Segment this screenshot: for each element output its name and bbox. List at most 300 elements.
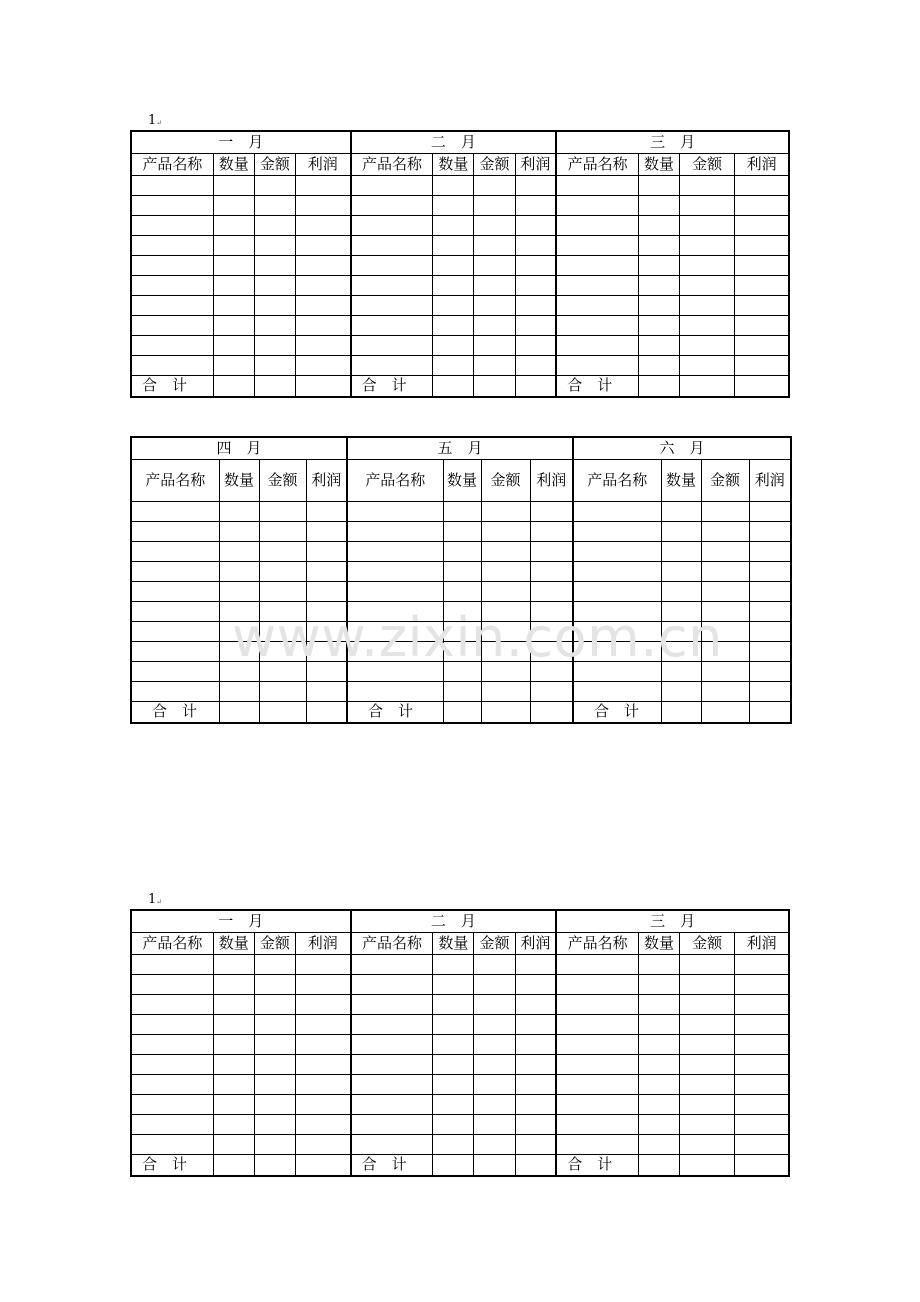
data-cell[interactable] [573,621,661,641]
data-cell[interactable] [443,621,481,641]
data-cell[interactable] [443,561,481,581]
data-cell[interactable] [347,541,443,561]
data-cell[interactable] [680,255,735,275]
data-cell[interactable] [556,1074,638,1094]
data-cell[interactable] [735,215,789,235]
data-cell[interactable] [254,315,295,335]
data-cell[interactable] [735,355,789,375]
data-cell[interactable] [351,1134,433,1154]
data-cell[interactable] [481,661,530,681]
data-cell[interactable] [433,355,474,375]
data-cell[interactable] [131,215,213,235]
data-cell[interactable] [433,1034,474,1054]
data-cell[interactable] [351,1034,433,1054]
data-cell[interactable] [474,375,515,397]
data-cell[interactable] [254,1134,295,1154]
data-cell[interactable] [347,561,443,581]
data-cell[interactable] [474,195,515,215]
data-cell[interactable] [474,1054,515,1074]
data-cell[interactable] [295,295,350,315]
data-cell[interactable] [347,581,443,601]
data-cell[interactable] [680,974,735,994]
data-cell[interactable] [556,1114,638,1134]
data-cell[interactable] [254,335,295,355]
data-cell[interactable] [638,1134,679,1154]
data-cell[interactable] [213,315,254,335]
data-cell[interactable] [131,581,219,601]
data-cell[interactable] [680,215,735,235]
data-cell[interactable] [254,954,295,974]
data-cell[interactable] [433,1154,474,1176]
data-cell[interactable] [443,601,481,621]
data-cell[interactable] [749,621,791,641]
data-cell[interactable] [661,601,701,621]
data-cell[interactable] [351,215,433,235]
data-cell[interactable] [515,175,556,195]
data-cell[interactable] [573,641,661,661]
data-cell[interactable] [213,1154,254,1176]
data-cell[interactable] [351,954,433,974]
data-cell[interactable] [735,994,789,1014]
data-cell[interactable] [735,1114,789,1134]
data-cell[interactable] [638,295,679,315]
data-cell[interactable] [443,541,481,561]
data-cell[interactable] [573,501,661,521]
data-cell[interactable] [638,954,679,974]
data-cell[interactable] [638,1014,679,1034]
data-cell[interactable] [213,1054,254,1074]
data-cell[interactable] [701,601,749,621]
data-cell[interactable] [515,1054,556,1074]
data-cell[interactable] [638,275,679,295]
data-cell[interactable] [219,661,259,681]
data-cell[interactable] [701,541,749,561]
data-cell[interactable] [680,1154,735,1176]
data-cell[interactable] [295,275,350,295]
data-cell[interactable] [131,661,219,681]
data-cell[interactable] [474,335,515,355]
data-cell[interactable] [254,1014,295,1034]
data-cell[interactable] [556,235,638,255]
data-cell[interactable] [295,1114,350,1134]
data-cell[interactable] [680,1074,735,1094]
data-cell[interactable] [556,315,638,335]
data-cell[interactable] [347,661,443,681]
data-cell[interactable] [131,994,213,1014]
data-cell[interactable] [351,1014,433,1034]
data-cell[interactable] [219,581,259,601]
data-cell[interactable] [515,235,556,255]
data-cell[interactable] [749,561,791,581]
data-cell[interactable] [556,275,638,295]
data-cell[interactable] [638,315,679,335]
data-cell[interactable] [131,335,213,355]
data-cell[interactable] [701,661,749,681]
data-cell[interactable] [701,521,749,541]
data-cell[interactable] [735,295,789,315]
data-cell[interactable] [474,994,515,1014]
data-cell[interactable] [661,641,701,661]
data-cell[interactable] [131,601,219,621]
data-cell[interactable] [481,681,530,701]
data-cell[interactable] [573,561,661,581]
data-cell[interactable] [213,215,254,235]
data-cell[interactable] [259,561,306,581]
data-cell[interactable] [680,1134,735,1154]
data-cell[interactable] [515,1074,556,1094]
data-cell[interactable] [638,1074,679,1094]
data-cell[interactable] [530,521,573,541]
data-cell[interactable] [433,215,474,235]
data-cell[interactable] [131,561,219,581]
data-cell[interactable] [515,994,556,1014]
data-cell[interactable] [219,601,259,621]
data-cell[interactable] [347,641,443,661]
data-cell[interactable] [351,355,433,375]
data-cell[interactable] [573,681,661,701]
data-cell[interactable] [661,701,701,723]
data-cell[interactable] [306,641,347,661]
data-cell[interactable] [573,661,661,681]
data-cell[interactable] [347,521,443,541]
data-cell[interactable] [749,501,791,521]
data-cell[interactable] [351,1054,433,1074]
data-cell[interactable] [474,1134,515,1154]
data-cell[interactable] [295,994,350,1014]
data-cell[interactable] [254,375,295,397]
data-cell[interactable] [213,255,254,275]
data-cell[interactable] [347,501,443,521]
data-cell[interactable] [351,235,433,255]
data-cell[interactable] [749,601,791,621]
data-cell[interactable] [259,701,306,723]
data-cell[interactable] [295,215,350,235]
data-cell[interactable] [213,1134,254,1154]
data-cell[interactable] [701,641,749,661]
data-cell[interactable] [638,1154,679,1176]
data-cell[interactable] [213,1034,254,1054]
data-cell[interactable] [573,581,661,601]
data-cell[interactable] [749,661,791,681]
data-cell[interactable] [295,1014,350,1034]
data-cell[interactable] [474,1114,515,1134]
data-cell[interactable] [661,681,701,701]
data-cell[interactable] [638,235,679,255]
data-cell[interactable] [481,701,530,723]
data-cell[interactable] [213,335,254,355]
data-cell[interactable] [295,1094,350,1114]
data-cell[interactable] [638,175,679,195]
data-cell[interactable] [661,661,701,681]
data-cell[interactable] [474,1034,515,1054]
data-cell[interactable] [481,581,530,601]
data-cell[interactable] [131,255,213,275]
data-cell[interactable] [515,1154,556,1176]
data-cell[interactable] [515,1094,556,1114]
data-cell[interactable] [515,1114,556,1134]
data-cell[interactable] [515,974,556,994]
data-cell[interactable] [573,521,661,541]
data-cell[interactable] [556,974,638,994]
data-cell[interactable] [131,641,219,661]
data-cell[interactable] [433,295,474,315]
data-cell[interactable] [530,561,573,581]
data-cell[interactable] [443,661,481,681]
data-cell[interactable] [219,641,259,661]
data-cell[interactable] [735,1014,789,1034]
data-cell[interactable] [735,255,789,275]
data-cell[interactable] [680,195,735,215]
data-cell[interactable] [530,661,573,681]
data-cell[interactable] [680,355,735,375]
data-cell[interactable] [443,641,481,661]
data-cell[interactable] [638,375,679,397]
data-cell[interactable] [515,1134,556,1154]
data-cell[interactable] [515,1034,556,1054]
data-cell[interactable] [347,621,443,641]
data-cell[interactable] [219,621,259,641]
data-cell[interactable] [443,681,481,701]
data-cell[interactable] [556,1134,638,1154]
data-cell[interactable] [735,1034,789,1054]
data-cell[interactable] [213,355,254,375]
data-cell[interactable] [295,195,350,215]
data-cell[interactable] [735,1054,789,1074]
data-cell[interactable] [735,195,789,215]
data-cell[interactable] [254,974,295,994]
data-cell[interactable] [638,215,679,235]
data-cell[interactable] [131,275,213,295]
data-cell[interactable] [735,1134,789,1154]
data-cell[interactable] [131,295,213,315]
data-cell[interactable] [735,1154,789,1176]
data-cell[interactable] [735,974,789,994]
data-cell[interactable] [259,601,306,621]
data-cell[interactable] [530,581,573,601]
data-cell[interactable] [680,1114,735,1134]
data-cell[interactable] [254,1074,295,1094]
data-cell[interactable] [638,195,679,215]
data-cell[interactable] [295,1074,350,1094]
data-cell[interactable] [306,561,347,581]
data-cell[interactable] [474,215,515,235]
data-cell[interactable] [515,315,556,335]
data-cell[interactable] [474,1014,515,1034]
data-cell[interactable] [481,561,530,581]
data-cell[interactable] [295,315,350,335]
data-cell[interactable] [131,195,213,215]
data-cell[interactable] [680,375,735,397]
data-cell[interactable] [443,521,481,541]
data-cell[interactable] [433,1114,474,1134]
data-cell[interactable] [735,235,789,255]
data-cell[interactable] [680,1014,735,1034]
data-cell[interactable] [661,621,701,641]
data-cell[interactable] [213,994,254,1014]
data-cell[interactable] [131,1074,213,1094]
data-cell[interactable] [680,335,735,355]
data-cell[interactable] [680,1054,735,1074]
data-cell[interactable] [701,701,749,723]
data-cell[interactable] [213,1074,254,1094]
data-cell[interactable] [515,954,556,974]
data-cell[interactable] [254,1154,295,1176]
data-cell[interactable] [131,175,213,195]
data-cell[interactable] [295,954,350,974]
data-cell[interactable] [254,1114,295,1134]
data-cell[interactable] [351,974,433,994]
data-cell[interactable] [131,501,219,521]
data-cell[interactable] [254,235,295,255]
data-cell[interactable] [515,195,556,215]
data-cell[interactable] [306,681,347,701]
data-cell[interactable] [433,994,474,1014]
data-cell[interactable] [131,1054,213,1074]
data-cell[interactable] [259,581,306,601]
data-cell[interactable] [433,1014,474,1034]
data-cell[interactable] [351,315,433,335]
data-cell[interactable] [351,335,433,355]
data-cell[interactable] [680,295,735,315]
data-cell[interactable] [556,1054,638,1074]
data-cell[interactable] [573,601,661,621]
data-cell[interactable] [474,295,515,315]
data-cell[interactable] [481,641,530,661]
data-cell[interactable] [213,1114,254,1134]
data-cell[interactable] [474,235,515,255]
data-cell[interactable] [661,541,701,561]
data-cell[interactable] [351,275,433,295]
data-cell[interactable] [295,355,350,375]
data-cell[interactable] [295,1134,350,1154]
data-cell[interactable] [680,954,735,974]
data-cell[interactable] [515,275,556,295]
data-cell[interactable] [556,295,638,315]
data-cell[interactable] [481,541,530,561]
data-cell[interactable] [749,521,791,541]
data-cell[interactable] [351,1074,433,1094]
data-cell[interactable] [433,255,474,275]
data-cell[interactable] [515,215,556,235]
data-cell[interactable] [735,175,789,195]
data-cell[interactable] [515,335,556,355]
data-cell[interactable] [735,315,789,335]
data-cell[interactable] [295,1154,350,1176]
data-cell[interactable] [661,501,701,521]
data-cell[interactable] [735,954,789,974]
data-cell[interactable] [735,275,789,295]
data-cell[interactable] [556,1014,638,1034]
data-cell[interactable] [443,501,481,521]
data-cell[interactable] [530,541,573,561]
data-cell[interactable] [131,235,213,255]
data-cell[interactable] [474,355,515,375]
data-cell[interactable] [259,621,306,641]
data-cell[interactable] [749,581,791,601]
data-cell[interactable] [131,355,213,375]
data-cell[interactable] [131,541,219,561]
data-cell[interactable] [481,521,530,541]
data-cell[interactable] [556,994,638,1014]
data-cell[interactable] [213,275,254,295]
data-cell[interactable] [131,521,219,541]
data-cell[interactable] [556,255,638,275]
data-cell[interactable] [749,541,791,561]
data-cell[interactable] [638,335,679,355]
data-cell[interactable] [474,315,515,335]
data-cell[interactable] [515,255,556,275]
data-cell[interactable] [474,1154,515,1176]
data-cell[interactable] [131,954,213,974]
data-cell[interactable] [530,681,573,701]
data-cell[interactable] [443,701,481,723]
data-cell[interactable] [638,1094,679,1114]
data-cell[interactable] [474,255,515,275]
data-cell[interactable] [213,1094,254,1114]
data-cell[interactable] [481,501,530,521]
data-cell[interactable] [347,601,443,621]
data-cell[interactable] [254,175,295,195]
data-cell[interactable] [351,175,433,195]
data-cell[interactable] [638,1054,679,1074]
data-cell[interactable] [213,1014,254,1034]
data-cell[interactable] [556,215,638,235]
data-cell[interactable] [213,175,254,195]
data-cell[interactable] [749,681,791,701]
data-cell[interactable] [433,1134,474,1154]
data-cell[interactable] [254,1054,295,1074]
data-cell[interactable] [259,641,306,661]
data-cell[interactable] [433,275,474,295]
data-cell[interactable] [306,581,347,601]
data-cell[interactable] [433,175,474,195]
data-cell[interactable] [259,681,306,701]
data-cell[interactable] [701,681,749,701]
data-cell[interactable] [433,1074,474,1094]
data-cell[interactable] [661,581,701,601]
data-cell[interactable] [295,335,350,355]
data-cell[interactable] [474,1094,515,1114]
data-cell[interactable] [295,375,350,397]
data-cell[interactable] [680,315,735,335]
data-cell[interactable] [351,1114,433,1134]
data-cell[interactable] [680,1034,735,1054]
data-cell[interactable] [556,175,638,195]
data-cell[interactable] [131,974,213,994]
data-cell[interactable] [213,195,254,215]
data-cell[interactable] [701,621,749,641]
data-cell[interactable] [259,501,306,521]
data-cell[interactable] [219,561,259,581]
data-cell[interactable] [735,1074,789,1094]
data-cell[interactable] [443,581,481,601]
data-cell[interactable] [573,541,661,561]
data-cell[interactable] [351,1094,433,1114]
data-cell[interactable] [474,974,515,994]
data-cell[interactable] [735,375,789,397]
data-cell[interactable] [661,561,701,581]
data-cell[interactable] [259,521,306,541]
data-cell[interactable] [295,1034,350,1054]
data-cell[interactable] [259,541,306,561]
data-cell[interactable] [219,681,259,701]
data-cell[interactable] [474,954,515,974]
data-cell[interactable] [530,621,573,641]
data-cell[interactable] [254,215,295,235]
data-cell[interactable] [680,235,735,255]
data-cell[interactable] [306,541,347,561]
data-cell[interactable] [638,1034,679,1054]
